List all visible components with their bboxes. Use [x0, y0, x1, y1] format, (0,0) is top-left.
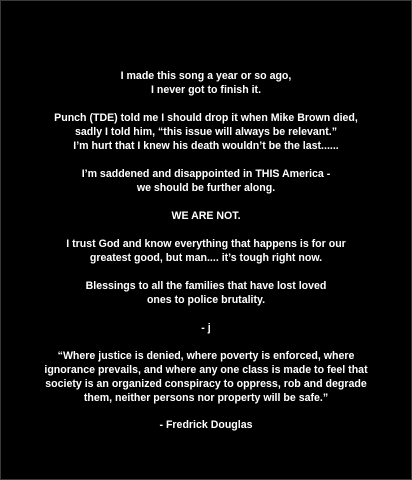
signature-j: - j [201, 322, 211, 334]
paragraph-trust-god: I trust God and know everything that happens is for our greatest good, but man.... it’s tough right now. [66, 238, 346, 264]
paragraph-song-origin: I made this song a year or so ago, I never got to finish it. [120, 70, 292, 96]
paragraph-mike-brown: Punch (TDE) told me I should drop it when Mike Brown died, sadly I told him, “this issue will always be relevant.” I’m hurt that I knew his death wouldn’t be the last...... [54, 112, 358, 152]
paragraph-saddened: I’m saddened and disappointed in THIS America - we should be further along. [81, 168, 331, 194]
quote-douglass: “Where justice is denied, where poverty is enforced, where ignorance prevails, and where any one class is made to feel that society is an organized conspiracy to oppress, rob and degrade them, neither persons nor property will be safe.” [44, 350, 368, 404]
quote-attribution: - Fredrick Douglas [159, 419, 253, 431]
statement-text-block [0, 69, 412, 446]
paragraph-we-are-not: WE ARE NOT. [171, 210, 241, 222]
paragraph-blessings: Blessings to all the families that have lost loved ones to police brutality. [85, 280, 327, 306]
